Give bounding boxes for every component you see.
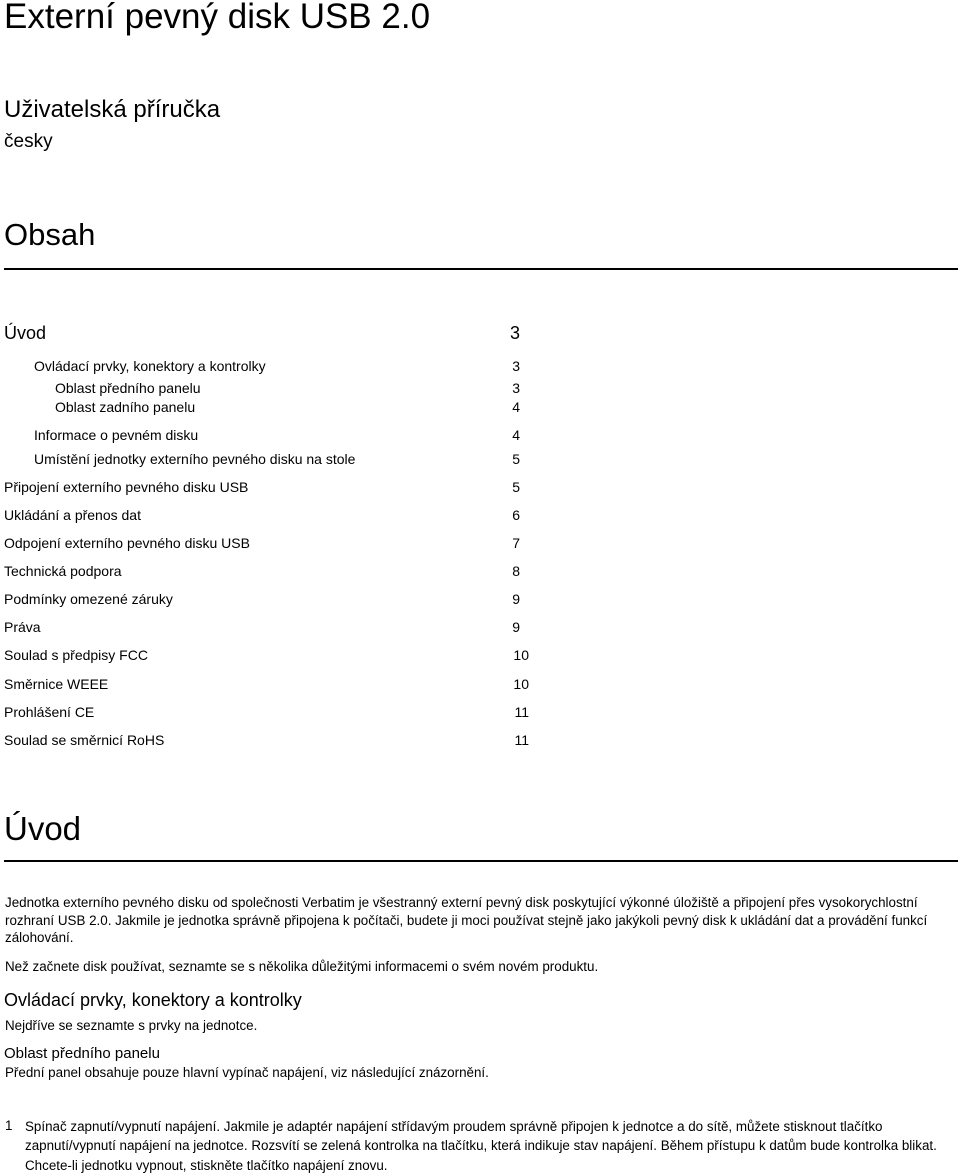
toc-entry-page: 5 bbox=[512, 451, 520, 467]
toc-heading: Obsah bbox=[4, 217, 96, 252]
toc-entry-label: Úvod bbox=[4, 323, 47, 343]
toc-entry-page: 5 bbox=[512, 479, 520, 495]
toc-entry[interactable] bbox=[0, 674, 530, 694]
toc-entry-label: Prohlášení CE bbox=[4, 704, 95, 720]
toc-entry-label: Technická podpora bbox=[4, 563, 122, 579]
toc-entry-page: 11 bbox=[514, 704, 529, 720]
toc-entry-label: Podmínky omezené záruky bbox=[4, 591, 173, 607]
toc-entry-label: Ukládání a přenos dat bbox=[4, 507, 141, 523]
toc-entry[interactable] bbox=[0, 449, 530, 469]
toc-entry-page: 4 bbox=[512, 427, 520, 443]
toc-entry-page: 9 bbox=[512, 591, 520, 607]
language-label: česky bbox=[4, 131, 53, 152]
toc-entry[interactable] bbox=[0, 378, 530, 398]
front-panel-text: Přední panel obsahuje pouze hlavní vypínač napájení, viz následující znázornění. bbox=[5, 1065, 489, 1080]
toc-entry[interactable] bbox=[0, 397, 530, 417]
toc-entry-label: Ovládací prvky, konektory a kontrolky bbox=[34, 358, 266, 374]
toc-entry[interactable] bbox=[0, 533, 530, 553]
toc-entry[interactable] bbox=[0, 425, 530, 445]
document-title: Externí pevný disk USB 2.0 bbox=[4, 0, 431, 36]
toc-entry-label: Připojení externího pevného disku USB bbox=[4, 479, 249, 495]
manual-title: Uživatelská příručka bbox=[4, 96, 221, 123]
toc-entry-label: Soulad se směrnicí RoHS bbox=[4, 732, 165, 748]
toc-entry-page: 3 bbox=[509, 323, 520, 343]
intro-heading: Úvod bbox=[4, 810, 82, 847]
controls-heading: Ovládací prvky, konektory a kontrolky bbox=[4, 990, 302, 1010]
list-item-text: Spínač zapnutí/vypnutí napájení. Jakmile je adaptér napájení střídavým proudem správně připojen k jednotce a do sítě, můžete stisknout tlačítko zapnutí/vypnutí napájení na jednotce. Rozsvítí se zelená kontrolka na tlačítku, která indikuje stav napájení. Během přístupu k datům bude kontrolka blikat. Chcete-li jednotku vypnout, stiskněte tlačítko napájení znovu. bbox=[25, 1119, 937, 1173]
toc-entry-page: 10 bbox=[513, 647, 529, 663]
toc-entry-page: 3 bbox=[512, 380, 520, 396]
toc-entry-page: 8 bbox=[512, 563, 520, 579]
toc-entry-label: Odpojení externího pevného disku USB bbox=[4, 535, 250, 551]
toc-entry[interactable] bbox=[0, 505, 530, 525]
divider-rule bbox=[4, 268, 958, 270]
toc-entry[interactable] bbox=[0, 730, 530, 750]
controls-text: Nejdříve se seznamte s prvky na jednotce. bbox=[5, 1018, 258, 1033]
toc-entry-page: 10 bbox=[513, 676, 529, 692]
toc-entry-label: Soulad s předpisy FCC bbox=[4, 647, 148, 663]
toc-entry-label: Oblast předního panelu bbox=[55, 380, 201, 396]
toc-entry[interactable] bbox=[0, 561, 530, 581]
toc-entry[interactable] bbox=[0, 477, 530, 497]
toc-entry-page: 3 bbox=[512, 358, 520, 374]
front-panel-heading: Oblast předního panelu bbox=[4, 1045, 160, 1062]
toc-entry[interactable] bbox=[0, 589, 530, 609]
toc-entry-page: 6 bbox=[512, 507, 520, 523]
toc-entry-label: Oblast zadního panelu bbox=[55, 399, 196, 415]
divider-rule bbox=[4, 860, 958, 862]
intro-paragraph-note: Než začnete disk používat, seznamte se s několika důležitými informacemi o svém novém produktu. bbox=[5, 959, 599, 974]
toc-entry-label: Informace o pevném disku bbox=[34, 427, 199, 443]
toc-entry[interactable] bbox=[0, 702, 530, 722]
toc-entry[interactable] bbox=[0, 617, 530, 637]
toc-entry-label: Umístění jednotky externího pevného disku na stole bbox=[34, 451, 356, 467]
toc-entry-label: Práva bbox=[4, 619, 41, 635]
intro-paragraph: Jednotka externího pevného disku od společnosti Verbatim je všestranný externí pevný disk poskytující výkonné úložiště a připojení přes vysokorychlostní rozhraní USB 2.0. Jakmile je jednotka správně připojena k počítači, budete ji moci používat stejně jako jakýkoli pevný disk k ukládání dat a provádění funkcí zálohování. bbox=[5, 895, 928, 945]
toc-entry-page: 9 bbox=[512, 619, 520, 635]
toc-entry[interactable] bbox=[0, 356, 530, 376]
toc-entry-page: 7 bbox=[512, 535, 520, 551]
toc-entry-label: Směrnice WEEE bbox=[4, 676, 109, 692]
toc-entry[interactable] bbox=[0, 322, 530, 342]
toc-entry[interactable] bbox=[0, 645, 530, 665]
list-item-number: 1 bbox=[5, 1118, 13, 1133]
toc-entry-page: 11 bbox=[514, 732, 529, 748]
toc-entry-page: 4 bbox=[512, 399, 520, 415]
